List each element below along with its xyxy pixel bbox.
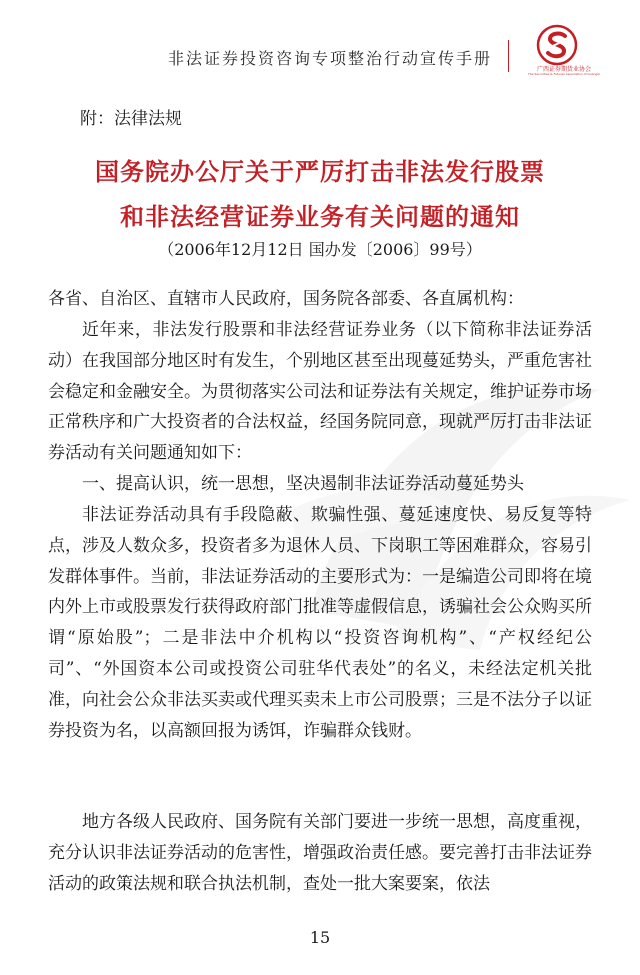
body-paragraph: 非法证券活动具有手段隐蔽、欺骗性强、蔓延速度快、易反复等特点，涉及人数众多，投资者多为退休人员、下岗职工等困难群众，容易引发群体事件。当前，非法证券活动的主要形式为：一是编造公司即将在境内外上市或股票发行获得政府部门批准等虚假信息，诱骗社会公众购买所谓“原始股”；二是非法中介机构以“投资咨询机构”、“产权经纪公司”、“外国资本公司或投资公司驻华代表处”的名义，未经法定机关批准，向社会公众非法买卖或代理买卖未上市公司股票；三是不法分子以证券投资为名，以高额回报为诱饵，诈骗群众钱财。 [48, 505, 592, 741]
salutation: 各省、自治区、直辖市人民政府，国务院各部委、各直属机构： [48, 289, 524, 309]
document-title-line-1: 国务院办公厅关于严厉打击非法发行股票 [95, 157, 545, 186]
association-logo [514, 24, 614, 76]
body-paragraph: 近年来，非法发行股票和非法经营证券业务（以下简称非法证券活动）在我国部分地区时有发生，个别地区甚至出现蔓延势头，严重危害社会稳定和金融安全。为贯彻落实公司法和证券法有关规定，维护证券市场正常秩序和广大投资者的合法权益，经国务院同意，现就严厉打击非法证券活动有关问题通知如下： [48, 320, 592, 464]
document-reference: （2006年12月12日 国办发〔2006〕99号） [158, 240, 482, 259]
logo-association-name: 广西证券期货业协会 [536, 66, 591, 73]
attachment-label: 附：法律法规 [80, 109, 182, 129]
header-divider [508, 40, 509, 72]
section-heading: 一、提高认识，统一思想，坚决遏制非法证券活动蔓延势头 [82, 474, 524, 494]
document-title-line-2: 和非法经营证券业务有关问题的通知 [120, 202, 520, 231]
logo-association-english: The Securities & Futures Association of Guangxi [528, 72, 600, 76]
page-number: 15 [309, 928, 331, 947]
body-paragraph: 地方各级人民政府、国务院有关部门要进一步统一思想，高度重视，充分认识非法证券活动的危害性，增强政治责任感。要完善打击非法证券活动的政策法规和联合执法机制，查处一批大案要案，依法 [48, 812, 592, 894]
handbook-header-title: 非法证券投资咨询专项整治行动宣传手册 [168, 49, 493, 68]
association-logo-icon [536, 24, 578, 66]
